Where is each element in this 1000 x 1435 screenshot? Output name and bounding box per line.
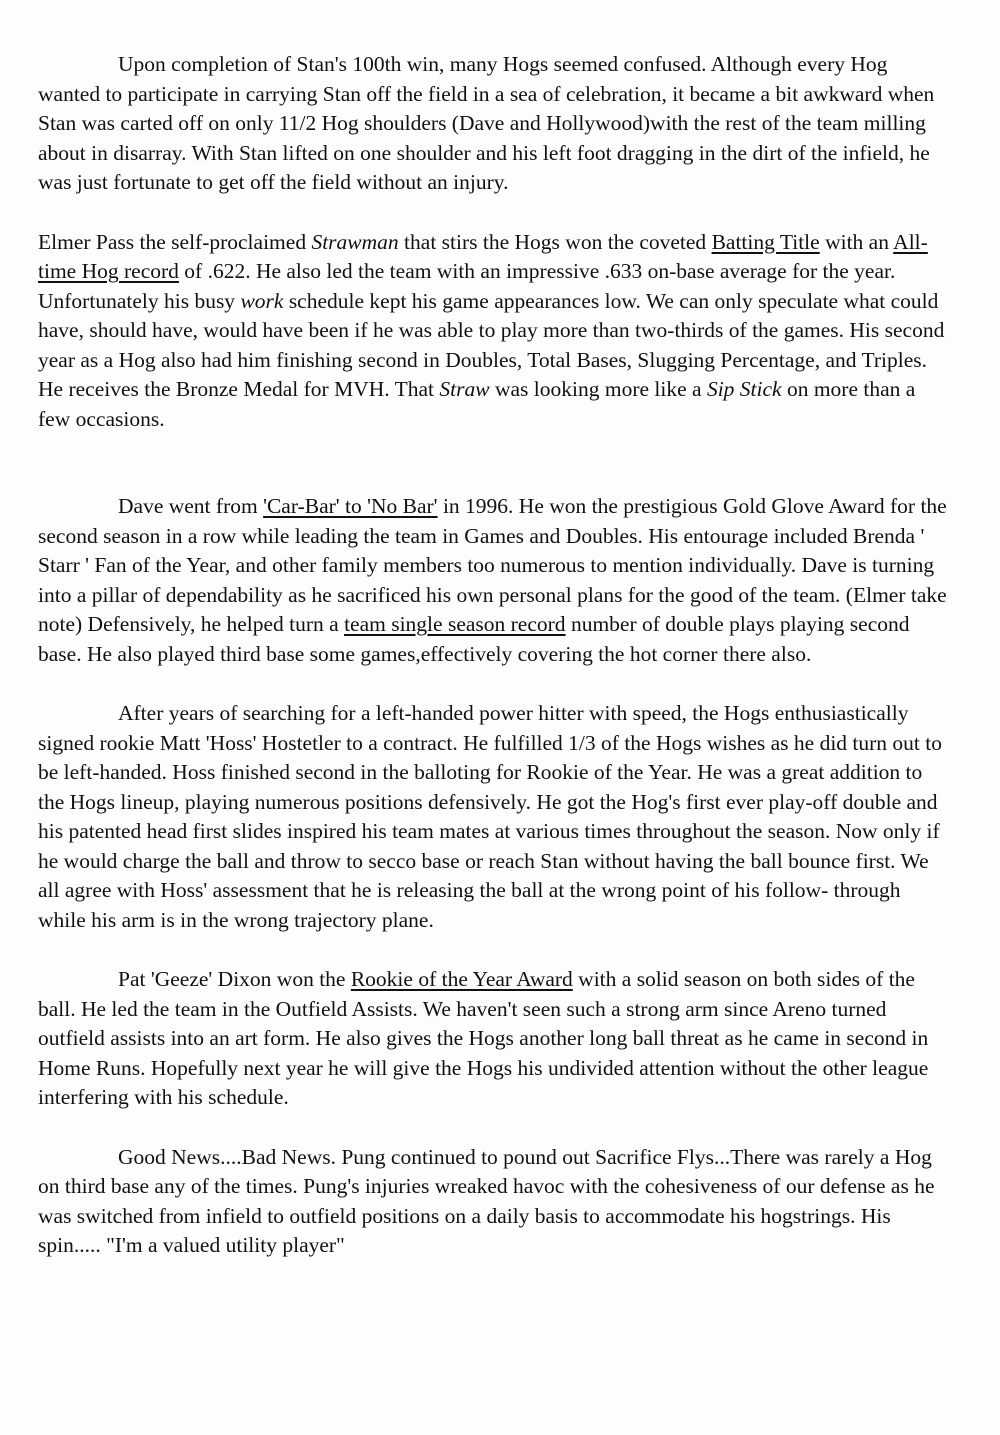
- text-segment: Dave went from: [118, 494, 264, 518]
- text-segment: with an: [819, 229, 894, 254]
- paragraph-stan-100th-win: [38, 50, 952, 198]
- text-segment: that stirs the Hogs won the coveted: [398, 229, 712, 254]
- text-segment: Elmer Pass the self-proclaimed: [38, 229, 312, 254]
- underlined-text: Batting Title: [711, 229, 820, 254]
- text-segment: Pat 'Geeze' Dixon won the: [118, 967, 351, 991]
- paragraph-dave: [38, 492, 952, 669]
- text-segment: in 1996. He won the prestigious Gold Glove Award for the second season in a row while leading the team in Games and Doubles. His entourage included Brenda ' Starr ' Fan of the Year, and other family members too numerous to mention individually. Dave is turning into a pillar of dependability as he sacrificed his own personal plans for the good of the team. (Elmer take note) Defensively, he helped turn a: [38, 494, 947, 636]
- underlined-text: team single season record: [344, 612, 566, 636]
- underlined-text: All-time Hog record: [38, 229, 928, 283]
- paragraph-pat-dixon: [38, 965, 952, 1113]
- underlined-text: 'Car-Bar' to 'No Bar': [263, 494, 438, 518]
- italic-text: work: [240, 288, 284, 313]
- italic-text: Straw: [439, 377, 490, 401]
- paragraph-pung: [38, 1143, 952, 1261]
- paragraph-hoss-hostetler: [38, 699, 952, 935]
- text-segment: Good News....Bad News. Pung continued to pound out Sacrifice Flys...There was rarely a Hog on third base any of the times. Pung's injuries wreaked havoc with the cohesiveness of our defense as he was switched from infield to outfield positions on a daily basis to accommodate his hogstrings. His spin..... "I'm a valued utility player": [38, 1144, 935, 1257]
- paragraph-elmer-pass: [38, 228, 952, 435]
- text-segment: After years of searching for a left-handed power hitter with speed, the Hogs enthusiastically signed rookie Matt 'Hoss' Hostetler to a contract. He fulfilled 1/3 of the Hogs wishes as he did turn out to be left-handed. Hoss finished second in the balloting for Rookie of the Year. He was a great addition to the Hogs lineup, playing numerous positions defensively. He got the Hog's first ever play-off double and his patented head first slides inspired his team mates at various times throughout the season. Now only if he would charge the ball and throw to secco base or reach Stan without having the ball bounce first. We all agree with Hoss' assessment that he is releasing the ball at the wrong point of his follow- through while his arm is in the wrong trajectory plane.: [38, 701, 943, 932]
- text-segment: Upon completion of Stan's 100th win, many Hogs seemed confused. Although every Hog wanted to participate in carrying Stan off the field in a sea of celebration, it became a bit awkward when Stan was carted off on only 11/2 Hog shoulders (Dave and Hollywood)with the rest of the team milling about in disarray. With Stan lifted on one shoulder and his left foot dragging in the dirt of the infield, he was just fortunate to get off the field without an injury.: [38, 52, 935, 194]
- italic-text: Sip Stick: [706, 377, 782, 401]
- text-segment: on more than a few occasions.: [38, 377, 916, 431]
- text-segment: was looking more like a: [489, 377, 707, 401]
- italic-text: Strawman: [311, 229, 399, 254]
- text-segment: number of double plays playing second base. He also played third base some games,effectively covering the hot corner there also.: [38, 612, 910, 666]
- text-segment: with a solid season on both sides of the ball. He led the team in the Outfield Assists. We haven't seen such a strong arm since Areno turned outfield assists into an art form. He also gives the Hogs another long ball threat as he came in second in Home Runs. Hopefully next year he will give the Hogs his undivided attention without the other league interfering with his schedule.: [38, 967, 929, 1109]
- underlined-text: Rookie of the Year Award: [350, 967, 573, 991]
- text-segment: of .622. He also led the team with an impressive .633 on-base average for the year. Unfortunately his busy: [38, 259, 896, 313]
- text-segment: schedule kept his game appearances low. We can only speculate what could have, should have, would have been if he was able to play more than two-thirds of the games. His second year as a Hog also had him finishing second in Doubles, Total Bases, Slugging Percentage, and Triples. He receives the Bronze Medal for MVH. That: [38, 288, 945, 401]
